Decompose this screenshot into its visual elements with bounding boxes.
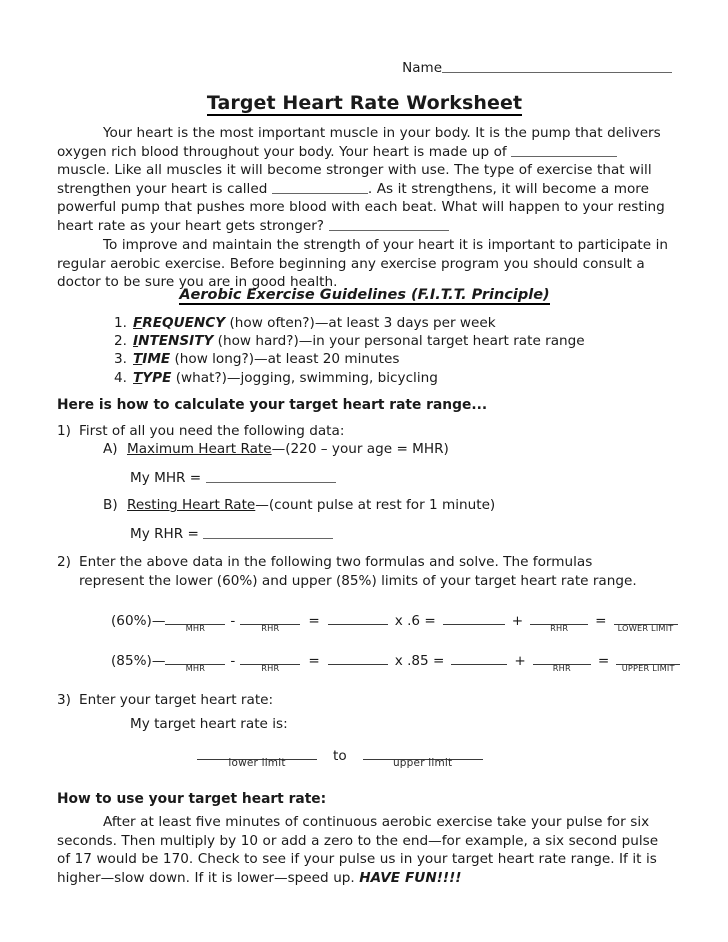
target-range-row xyxy=(197,747,483,769)
list-item xyxy=(105,369,675,387)
list-item-term xyxy=(133,351,170,367)
formula-upper-rhr-slot[interactable] xyxy=(240,652,300,673)
step-1-number: 1) xyxy=(57,423,71,439)
step-1 xyxy=(57,422,673,441)
formula-lower-result-slot[interactable] xyxy=(614,612,678,633)
formula-upper-product-slot[interactable] xyxy=(451,652,507,665)
my-rhr-row xyxy=(130,526,333,542)
range-to-label: to xyxy=(333,747,347,764)
calculate-heading: Here is how to calculate your target heart rate range... xyxy=(57,397,488,413)
formula-upper-equals-2: = xyxy=(597,652,610,669)
step-1-text: First of all you need the following data: xyxy=(79,423,345,439)
usage-heading: How to use your target heart rate: xyxy=(57,791,327,807)
name-label: Name xyxy=(402,60,442,76)
formula-upper-equals-1: = xyxy=(308,652,320,669)
blank-exercise-type[interactable] xyxy=(272,181,368,194)
step-1b-term: Resting Heart Rate xyxy=(127,497,256,513)
term-rest: IME xyxy=(142,351,171,368)
list-item-number: 4. xyxy=(114,369,127,386)
input-line[interactable] xyxy=(328,612,388,625)
term-rest: YPE xyxy=(142,369,172,386)
slot-caption: lower limit xyxy=(228,756,286,769)
step-1b xyxy=(103,496,495,515)
list-item-desc: (how often?)—at least 3 days per week xyxy=(225,315,496,331)
formula-upper-mhr-slot[interactable] xyxy=(165,652,225,673)
input-line[interactable] xyxy=(451,652,507,665)
step-3-text: Enter your target heart rate: xyxy=(79,692,274,708)
term-rest: NTENSITY xyxy=(138,333,214,350)
intro-text-2: To improve and maintain the strength of your heart it is important to participate in regular aerobic exercise. Before beginning any exercise program you should consult a doctor to be sure you are in good health. xyxy=(57,237,669,291)
formula-lower-plus: + xyxy=(511,612,524,629)
formula-upper-result-slot[interactable] xyxy=(616,652,680,673)
term-initial: F xyxy=(133,315,143,331)
list-item-desc: (how hard?)—in your personal target heart rate range xyxy=(213,333,585,350)
step-1b-letter: B) xyxy=(103,497,118,513)
step-3-number: 3) xyxy=(57,692,71,708)
slot-caption: RHR xyxy=(550,622,569,633)
intro-text-c: . As it strengthens, it will become a more powerful pump that pushes more blood with each beat. What will happen to your resting heart rate as your heart gets stronger? xyxy=(57,180,665,234)
step-1a-letter: A) xyxy=(103,441,118,457)
my-mhr-row xyxy=(130,470,336,486)
slot-caption: RHR xyxy=(261,622,280,633)
list-item xyxy=(105,350,675,368)
list-item xyxy=(105,332,675,350)
step-3 xyxy=(57,691,673,710)
step-2-text: Enter the above data in the following two formulas and solve. The formulas represent the lower (60%) and upper (85%) limits of your target heart rate range. xyxy=(79,554,637,589)
step-1a xyxy=(103,440,449,459)
list-item-desc: (how long?)—at least 20 minutes xyxy=(170,351,400,368)
formula-lower-multiply: x .6 = xyxy=(394,612,436,629)
name-write-in-line[interactable] xyxy=(442,61,672,73)
intro-text-a: Your heart is the most important muscle in your body. It is the pump that delivers oxygen rich blood throughout your body. Your heart is made up of xyxy=(57,125,661,160)
step-1a-rest: —(220 – your age = MHR) xyxy=(271,441,449,457)
step-1a-term: Maximum Heart Rate xyxy=(127,441,272,457)
formula-lower-product-slot[interactable] xyxy=(443,612,505,625)
list-item-number: 3. xyxy=(114,351,127,368)
slot-caption: MHR xyxy=(185,662,206,673)
blank-resting-heart-rate-answer[interactable] xyxy=(329,218,449,231)
formula-lower-equals-1: = xyxy=(308,612,320,629)
formula-upper-percent: (85%)— xyxy=(111,652,166,669)
formula-upper-plus: + xyxy=(514,652,526,669)
step-3-sub: My target heart rate is: xyxy=(130,716,288,732)
fitt-list xyxy=(105,314,675,387)
page-title-text: Target Heart Rate Worksheet xyxy=(206,92,523,114)
list-item-desc: (what?)—jogging, swimming, bicycling xyxy=(171,369,438,386)
intro-paragraph-1 xyxy=(57,124,673,236)
lower-limit-slot[interactable] xyxy=(197,747,317,769)
formula-lower-limit xyxy=(111,612,678,633)
formula-lower-mhr-slot[interactable] xyxy=(165,612,225,633)
term-initial: I xyxy=(133,333,139,350)
blank-muscle-type[interactable] xyxy=(511,144,617,157)
input-line[interactable] xyxy=(443,612,505,625)
formula-lower-rhr-slot[interactable] xyxy=(240,612,300,633)
slot-caption: upper limit xyxy=(392,756,453,769)
formula-lower-minus: - xyxy=(230,612,236,629)
term-initial: T xyxy=(133,369,143,386)
guidelines-heading xyxy=(57,287,672,303)
step-2-number: 2) xyxy=(57,554,71,570)
my-rhr-label: My RHR = xyxy=(130,526,199,542)
intro-paragraph-2 xyxy=(57,236,673,292)
term-initial: T xyxy=(133,351,143,368)
intro-text-b: muscle. Like all muscles it will become stronger with use. The type of exercise that will strengthen your heart is called xyxy=(57,162,652,197)
my-mhr-input-line[interactable] xyxy=(206,470,336,483)
slot-caption: RHR xyxy=(552,662,571,673)
list-item-term xyxy=(133,315,225,331)
formula-upper-multiply: x .85 = xyxy=(394,652,445,669)
formula-lower-rhr-add-slot[interactable] xyxy=(530,612,588,633)
my-mhr-label: My MHR = xyxy=(130,470,202,486)
formula-upper-minus: - xyxy=(230,652,236,669)
list-item-number: 2. xyxy=(114,333,127,350)
slot-caption: RHR xyxy=(261,662,280,673)
name-field-row xyxy=(57,60,672,77)
formula-upper-rhr-add-slot[interactable] xyxy=(533,652,591,673)
formula-lower-difference-slot[interactable] xyxy=(328,612,388,625)
list-item xyxy=(105,314,675,332)
my-rhr-input-line[interactable] xyxy=(203,526,333,539)
input-line[interactable] xyxy=(328,652,388,665)
upper-limit-slot[interactable] xyxy=(363,747,483,769)
term-rest: REQUENCY xyxy=(142,315,226,331)
formula-upper-limit xyxy=(111,652,680,673)
formula-upper-difference-slot[interactable] xyxy=(328,652,388,665)
list-item-term xyxy=(133,333,213,349)
usage-body-text: After at least five minutes of continuous aerobic exercise take your pulse for six seconds. Then multiply by 10 or add a zero to the end—for example, a six second pulse of 17 would be 170. Check to see if your pulse us in your target heart rate range. If it is higher—slow down. If it is lower—speed up. xyxy=(57,814,659,886)
slot-caption: MHR xyxy=(185,622,206,633)
slot-caption: LOWER LIMIT xyxy=(617,622,674,633)
step-1b-rest: —(count pulse at rest for 1 minute) xyxy=(255,497,496,513)
usage-paragraph xyxy=(57,813,673,887)
slot-caption: UPPER LIMIT xyxy=(621,662,675,673)
have-fun-text: HAVE FUN!!!! xyxy=(359,869,462,886)
list-item-term xyxy=(133,370,171,386)
step-2 xyxy=(57,553,673,590)
page-title xyxy=(57,92,672,114)
formula-lower-percent: (60%)— xyxy=(111,612,166,629)
guidelines-heading-text: Aerobic Exercise Guidelines (F.I.T.T. Principle) xyxy=(179,287,550,303)
formula-lower-equals-2: = xyxy=(595,612,607,629)
list-item-number: 1. xyxy=(114,315,127,331)
